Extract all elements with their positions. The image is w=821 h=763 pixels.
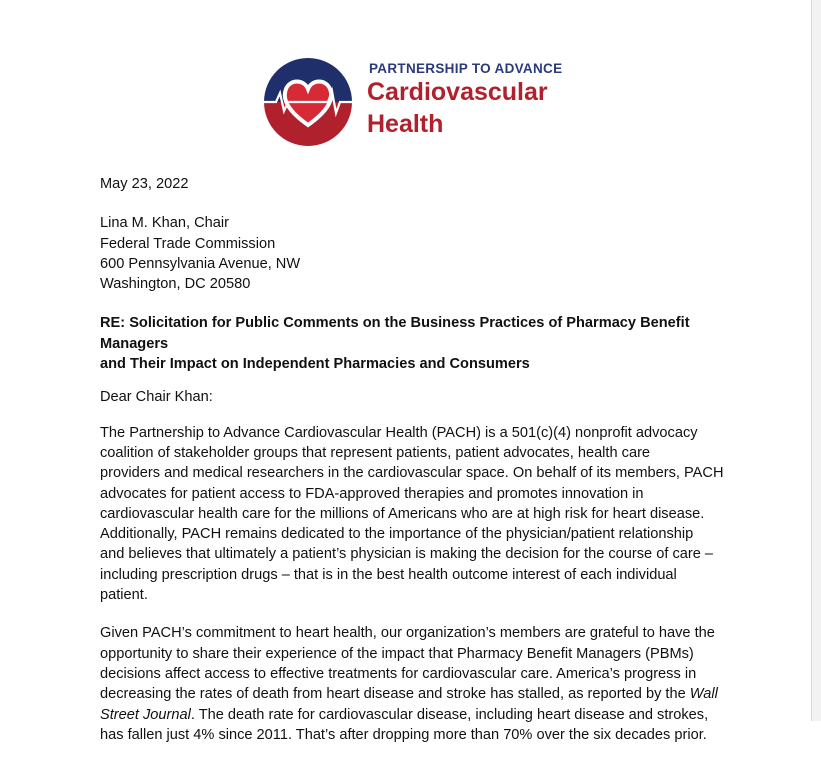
text-line: opportunity to share their experience of the impact that Pharmacy Benefit Managers (PBMs): [100, 645, 694, 662]
text-line: has fallen just 4% since 2011. That’s after dropping more than 70% over the six decades prior.: [100, 726, 707, 743]
recipient-city: Washington, DC 20580: [100, 276, 251, 293]
heart-ecg-icon: [262, 55, 362, 150]
subject-line: [100, 313, 740, 374]
text-line: The Partnership to Advance Cardiovascular Health (PACH) is a 501(c)(4) nonprofit advocacy: [100, 424, 698, 441]
subject-line-2: and Their Impact on Independent Pharmacies and Consumers: [100, 356, 530, 373]
text-line: Given PACH’s commitment to heart health, our organization’s members are grateful to have the: [100, 625, 715, 642]
text-line: [100, 684, 740, 704]
logo-org-name: [367, 76, 548, 140]
text-line: [100, 705, 740, 725]
text-line: advocates for patient access to FDA-approved therapies and promotes innovation in: [100, 485, 644, 502]
recipient-org: Federal Trade Commission: [100, 235, 276, 252]
text-line: coalition of stakeholder groups that represent patients, patient advocates, health care: [100, 444, 651, 461]
paragraph-intro: [100, 423, 740, 606]
text-line: and believes that ultimately a patient’s physician is making the decision for the course of care –: [100, 546, 714, 563]
text-span: . The death rate for cardiovascular disease, including heart disease and strokes,: [190, 706, 709, 723]
letter-body: [100, 174, 740, 763]
text-line: Additionally, PACH remains dedicated to the importance of the physician/patient relationship: [100, 526, 694, 543]
text-line: including prescription drugs – that is in the best health outcome interest of each individual: [100, 566, 677, 583]
letter-date: May 23, 2022: [100, 176, 189, 192]
subject-line-1: RE: Solicitation for Public Comments on the Business Practices of Pharmacy Benefit Managers: [100, 315, 690, 352]
recipient-name: Lina M. Khan, Chair: [100, 215, 229, 232]
text-line: patient.: [100, 587, 148, 604]
text-line: cardiovascular health care for the millions of Americans who are at high risk for heart disease.: [100, 505, 705, 522]
publication-name: Street Journal: [100, 706, 191, 723]
logo-org-line3: Health: [367, 110, 444, 138]
scroll-gutter[interactable]: [812, 0, 821, 721]
recipient-address: [100, 213, 740, 294]
text-line: decisions affect access to effective treatments for cardiovascular care. America’s progress in: [100, 665, 697, 682]
salutation: Dear Chair Khan:: [100, 389, 213, 406]
logo-org-line2: Cardiovascular: [367, 78, 548, 106]
logo-org-line1: PARTNERSHIP TO ADVANCE: [369, 61, 563, 76]
text-line: providers and medical researchers in the cardiovascular space. On behalf of its members, PACH: [100, 465, 724, 482]
text-span: decreasing the rates of death from heart disease and stroke has stalled, as reported by the: [100, 686, 690, 703]
publication-name: Wall: [689, 686, 718, 703]
pach-logo: [262, 55, 562, 150]
paragraph-commitment: [100, 623, 740, 745]
recipient-street: 600 Pennsylvania Avenue, NW: [100, 255, 301, 272]
